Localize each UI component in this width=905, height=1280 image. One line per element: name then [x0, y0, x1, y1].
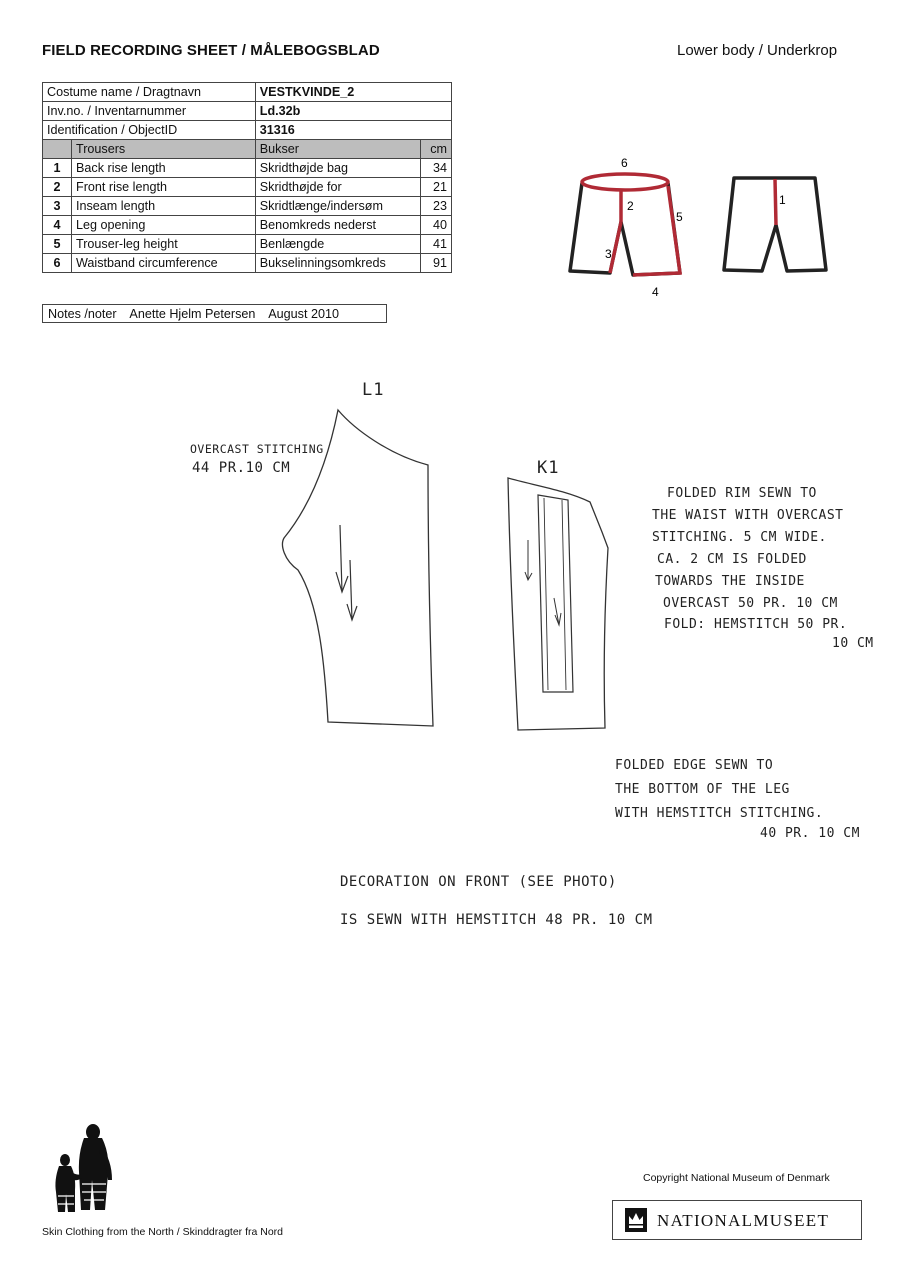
header-num [43, 140, 72, 159]
diagram-label: 5 [676, 210, 683, 224]
notes-label: Notes /noter [48, 307, 117, 321]
row-num: 5 [43, 235, 72, 254]
row-num: 4 [43, 216, 72, 235]
row-cm: 91 [420, 254, 452, 273]
table-row [43, 102, 452, 121]
id-value: 31316 [255, 121, 451, 140]
row-cm: 40 [420, 216, 452, 235]
row-en: Waistband circumference [72, 254, 256, 273]
table-row [43, 216, 452, 235]
diagram-label: 1 [779, 193, 786, 207]
inv-value: Ld.32b [255, 102, 451, 121]
table-row [43, 254, 452, 273]
grain-arrow-icon [347, 560, 357, 620]
rim-note: CA. 2 CM IS FOLDED [657, 552, 807, 567]
decoration-note: DECORATION ON FRONT (SEE PHOTO) [340, 874, 617, 890]
rim-note: TOWARDS THE INSIDE [655, 574, 805, 589]
row-num: 3 [43, 197, 72, 216]
trousers-diagram [560, 150, 860, 305]
row-cm: 41 [420, 235, 452, 254]
rim-note: 10 CM [832, 636, 874, 651]
notes-box [42, 304, 387, 323]
overcast-note-rate: 44 PR.10 CM [192, 460, 291, 476]
table-row [43, 121, 452, 140]
diagram-label: 4 [652, 285, 659, 299]
row-en: Back rise length [72, 159, 256, 178]
grain-arrow-icon [525, 540, 532, 580]
table-row [43, 178, 452, 197]
piece-label-l1: L1 [362, 380, 385, 400]
sheet-title: FIELD RECORDING SHEET / MÅLEBOGSBLAD [42, 42, 380, 59]
id-label: Identification / ObjectID [43, 121, 256, 140]
row-da: Benomkreds nederst [255, 216, 420, 235]
edge-note: FOLDED EDGE SEWN TO [615, 758, 774, 773]
project-footer: Skin Clothing from the North / Skinddragter fra Nord [42, 1226, 284, 1238]
pattern-piece-l1 [283, 410, 433, 726]
piece-label-k1: K1 [537, 458, 560, 478]
decoration-note: IS SEWN WITH HEMSTITCH 48 PR. 10 CM [340, 912, 653, 928]
edge-note: THE BOTTOM OF THE LEG [615, 782, 790, 797]
row-da: Skridthøjde for [255, 178, 420, 197]
decoration-strip [538, 495, 573, 692]
diagram-label: 6 [621, 156, 628, 170]
table-header-row [43, 140, 452, 159]
section-title: Lower body / Underkrop [677, 42, 838, 59]
copyright-text: Copyright National Museum of Denmark [643, 1172, 830, 1184]
inv-label: Inv.no. / Inventarnummer [43, 102, 256, 121]
nationalmuseet-logo [612, 1200, 862, 1240]
row-cm: 21 [420, 178, 452, 197]
rim-note: FOLD: HEMSTITCH 50 PR. [664, 617, 848, 632]
row-cm: 34 [420, 159, 452, 178]
row-da: Skridtlænge/indersøm [255, 197, 420, 216]
table-row [43, 159, 452, 178]
header-unit: cm [420, 140, 452, 159]
diagram-label: 3 [605, 247, 612, 261]
row-da: Skridthøjde bag [255, 159, 420, 178]
row-da: Bukselinningsomkreds [255, 254, 420, 273]
rim-note: THE WAIST WITH OVERCAST [652, 508, 844, 523]
rim-note: FOLDED RIM SEWN TO [667, 486, 817, 501]
trousers-front-view [570, 174, 680, 275]
table-row [43, 83, 452, 102]
row-en: Front rise length [72, 178, 256, 197]
row-da: Benlængde [255, 235, 420, 254]
costume-label: Costume name / Dragtnavn [43, 83, 256, 102]
notes-date: August 2010 [268, 307, 339, 321]
diagram-label: 2 [627, 199, 634, 213]
measurement-table [42, 82, 452, 273]
edge-note: 40 PR. 10 CM [760, 826, 860, 841]
row-num: 6 [43, 254, 72, 273]
table-row [43, 235, 452, 254]
row-num: 1 [43, 159, 72, 178]
row-cm: 23 [420, 197, 452, 216]
rim-note: STITCHING. 5 CM WIDE. [652, 530, 827, 545]
grain-arrow-icon [554, 598, 561, 625]
row-en: Leg opening [72, 216, 256, 235]
overcast-note: OVERCAST STITCHING [190, 442, 324, 456]
crown-icon [625, 1208, 647, 1232]
header-da: Bukser [255, 140, 420, 159]
edge-note: WITH HEMSTITCH STITCHING. [615, 806, 824, 821]
row-num: 2 [43, 178, 72, 197]
grain-arrow-icon [336, 525, 348, 592]
museum-name: NATIONALMUSEET [657, 1211, 830, 1230]
trousers-back-view [724, 178, 826, 271]
header-en: Trousers [72, 140, 256, 159]
skin-clothing-logo-icon [48, 1124, 130, 1216]
notes-author: Anette Hjelm Petersen [129, 307, 256, 321]
costume-value: VESTKVINDE_2 [255, 83, 451, 102]
rim-note: OVERCAST 50 PR. 10 CM [663, 596, 838, 611]
row-en: Trouser-leg height [72, 235, 256, 254]
row-en: Inseam length [72, 197, 256, 216]
table-row [43, 197, 452, 216]
